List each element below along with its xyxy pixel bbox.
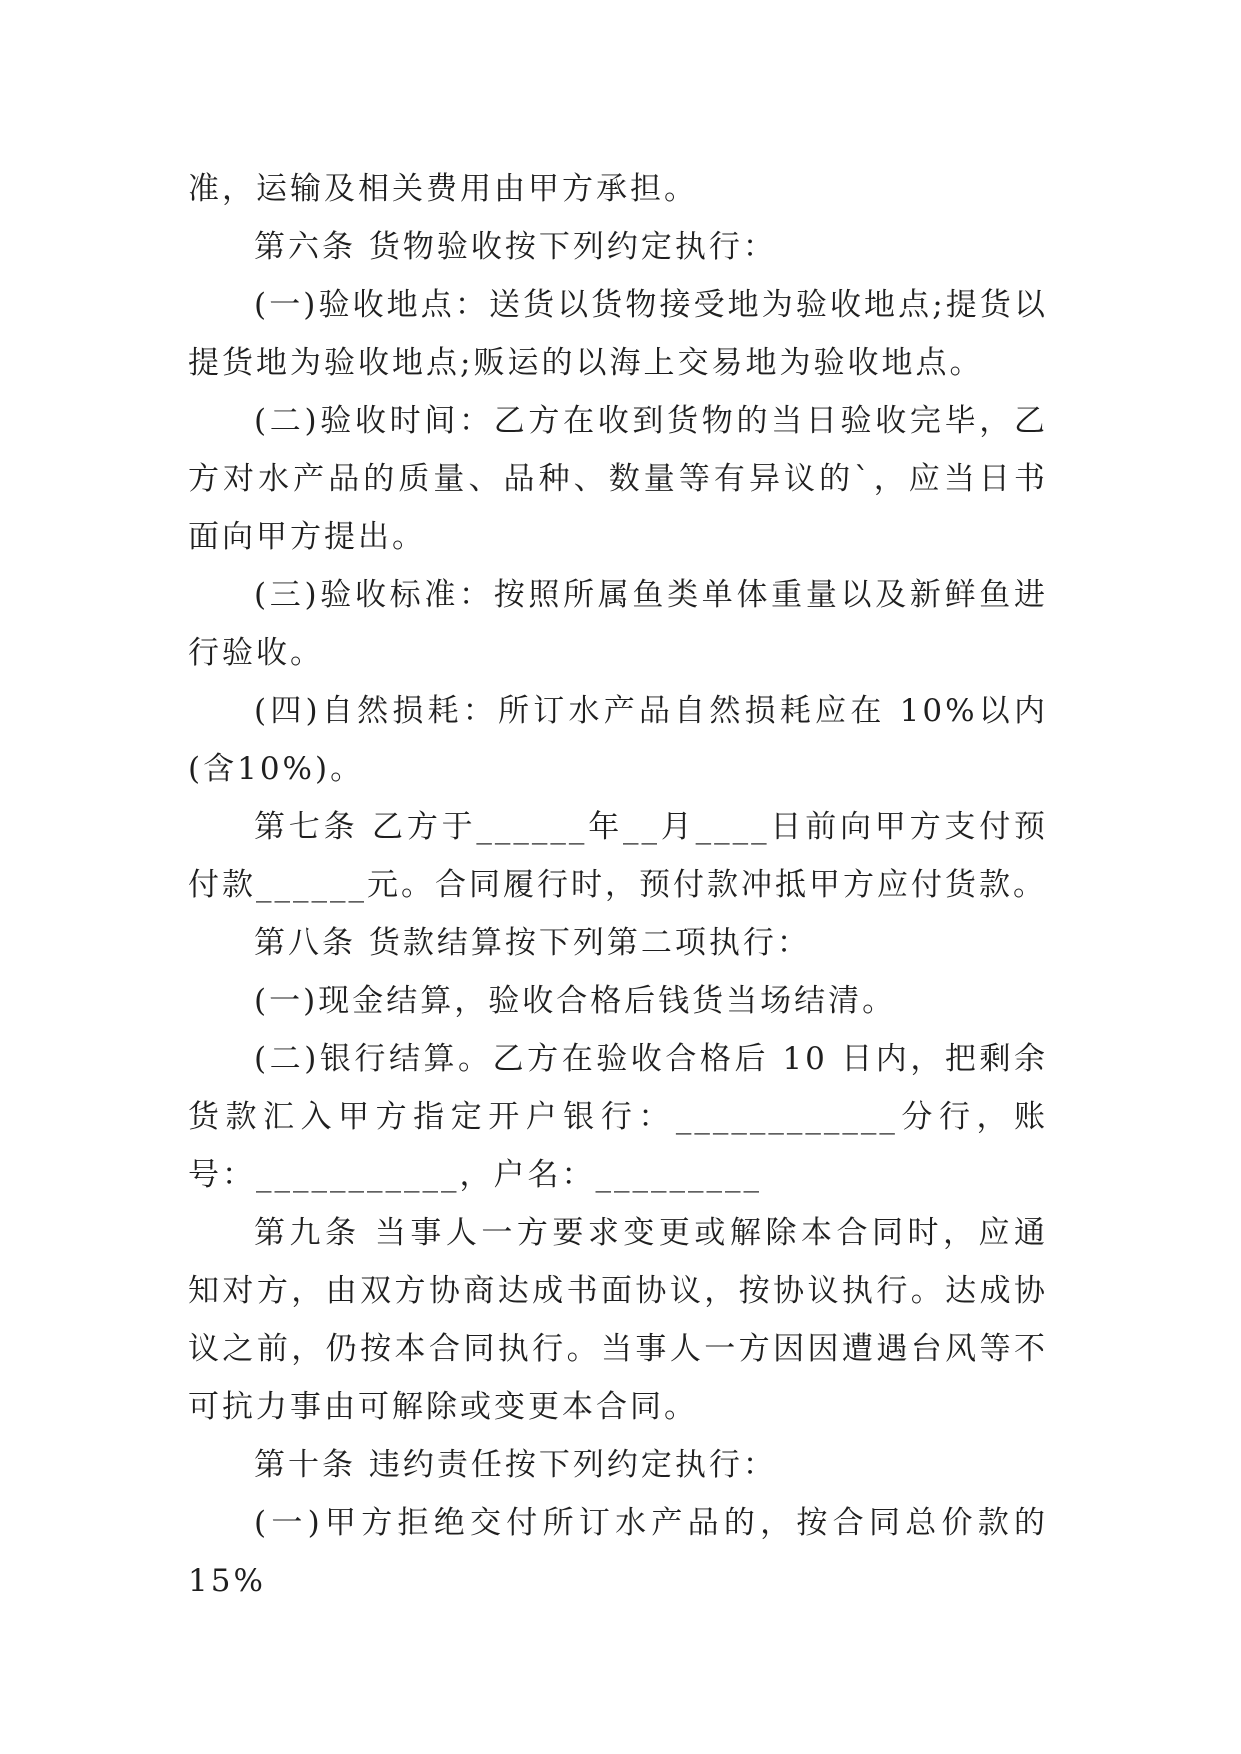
paragraph-inspection-standard: (三)验收标准：按照所属鱼类单体重量以及新鲜鱼进行验收。 (188, 577, 1048, 671)
paragraph-article-6: 第六条 货物验收按下列约定执行： (254, 229, 777, 265)
paragraph-inspection-location: (一)验收地点：送货以货物接受地为验收地点;提货以提货地为验收地点;贩运的以海上交易地为验收地点。 (188, 287, 1048, 381)
paragraph-article-9: 第九条 当事人一方要求变更或解除本合同时，应通知对方，由双方协商达成书面协议，按协议执行。达成协议之前，仍按本合同执行。当事人一方因因遭遇台风等不可抗力事由可解除或变更本合同。 (188, 1215, 1048, 1425)
paragraph-article-7: 第七条 乙方于______年__月____日前向甲方支付预付款______元。合同履行时，预付款冲抵甲方应付货款。 (188, 809, 1048, 903)
paragraph-bank-settlement: (二)银行结算。乙方在验收合格后 10 日内，把剩余货款汇入甲方指定开户银行：____________分行，账号：___________，户名：_________ (188, 1041, 1048, 1193)
paragraph-breach-1: (一)甲方拒绝交付所订水产品的，按合同总价款的 15% (188, 1505, 1048, 1599)
paragraph-cash-settlement: (一)现金结算，验收合格后钱货当场结清。 (254, 983, 897, 1019)
paragraph-article-10: 第十条 违约责任按下列约定执行： (254, 1447, 777, 1483)
document-body (188, 160, 1048, 1610)
paragraph-inspection-time: (二)验收时间：乙方在收到货物的当日验收完毕，乙方对水产品的质量、品种、数量等有异议的`，应当日书面向甲方提出。 (188, 403, 1048, 555)
paragraph-article-8: 第八条 货款结算按下列第二项执行： (254, 925, 811, 961)
paragraph-continuation: 准，运输及相关费用由甲方承担。 (188, 171, 698, 207)
paragraph-natural-loss: (四)自然损耗：所订水产品自然损耗应在 10%以内(含10%)。 (188, 693, 1048, 787)
